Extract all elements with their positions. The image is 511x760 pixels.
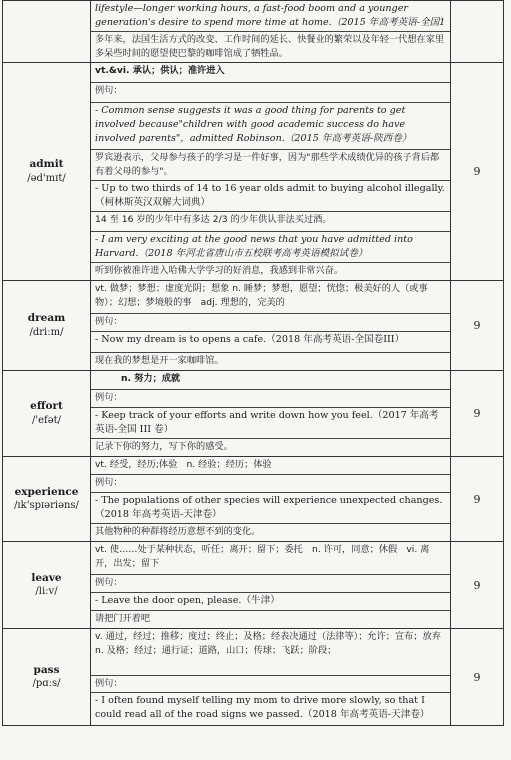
example-label: 例句：	[91, 83, 450, 103]
headword: admit	[29, 158, 64, 171]
example-sentence: - Up to two thirds of 14 to 16 year olds admit to buying alcohol illegally.（柯林斯英汉双解大词典）	[91, 181, 450, 212]
example-label: 例句：	[91, 475, 450, 493]
phonetic: /'efət/	[31, 414, 62, 426]
headword: effort	[30, 400, 63, 413]
phonetic: /driːm/	[29, 326, 64, 338]
example-translation: 请把门开着吧	[95, 613, 151, 624]
example-label: 例句：	[91, 314, 450, 332]
example-sentence: - Leave the door open, please.（牛津）	[91, 593, 450, 611]
example-sentence: - Common sense suggests it was a good thing for parents to get involved because"children with good academic success do have involved parents"，admitted Robinson.（2015 年高考英语-陕西卷）	[91, 103, 450, 150]
table-row	[3, 371, 504, 457]
table-row	[3, 457, 504, 542]
example-sentence: - The populations of other species will experience unexpected changes.（2018 年高考英语-天津卷）	[91, 493, 450, 524]
word-cell	[3, 542, 91, 629]
example-translation: 罗宾逊表示，父母参与孩子的学习是一件好事，因为"那些学术成绩优异的孩子背后都有着父母的参与"。	[91, 150, 450, 181]
headword: experience	[14, 485, 79, 498]
empty-word-cell	[3, 1, 91, 63]
headword: dream	[27, 312, 66, 325]
example-translation: 其他物种的种群将经历意想不到的变化。	[95, 526, 261, 537]
example-translation: 14 至 16 岁的少年中有多达 2/3 的少年供认非法买过酒。	[91, 212, 450, 232]
example-sentence: - I often found myself telling my mom to drive more slowly, so that I could read all of the road signs we passed.（2018 年高考英语-天津卷）	[95, 695, 430, 720]
example-sentence: lifestyle—longer working hours, a fast-food boom and a younger generation's desire to spend more time at home.（2015 年高考英语-全国1	[91, 1, 450, 32]
table-row	[3, 281, 504, 371]
count: 9	[451, 457, 504, 542]
example-translation: 现在我的梦想是开一家咖啡馆。	[95, 355, 224, 366]
count: 9	[451, 281, 504, 371]
phonetic: /pɑːs/	[32, 678, 61, 690]
table-row	[3, 1, 504, 63]
count: 9	[451, 63, 504, 281]
definition: vt.&vi. 承认；供认；准许进入	[91, 63, 450, 83]
example-label: 例句：	[91, 390, 450, 408]
definition: vt. 经受，经历;体验 n. 经验；经历；体验	[91, 457, 450, 475]
example-label: 例句：	[91, 575, 450, 593]
word-cell	[3, 63, 91, 281]
example-sentence: - I am very exciting at the good news that you have admitted into Harvard.（2018 年河北省唐山市五校联考高考英语模拟试卷）	[91, 232, 450, 263]
word-cell	[3, 281, 91, 371]
phonetic: /əd'mɪt/	[27, 172, 66, 184]
definition: vt. 做梦；梦想；虚度光阴；想象 n. 睡梦；梦想，愿望；恍惚；极美好的人（或事物）；幻想；梦境般的事 adj. 理想的，完美的	[91, 281, 450, 314]
example-sentence: - Keep track of your efforts and write down how you feel.（2017 年高考英语-全国 III 卷）	[91, 408, 450, 439]
phonetic: /ɪk'spɪəriəns/	[14, 500, 79, 512]
table-row	[3, 63, 504, 281]
phonetic: /liːv/	[35, 586, 58, 598]
definition: v. 通过，经过；推移；度过；终止；及格；经表决通过（法律等）；允许；宣布；放弃 n. 及格；经过；通行证；道路，山口；传球；飞跃；阶段；	[91, 629, 450, 676]
vocabulary-table	[2, 0, 504, 726]
headword: pass	[33, 663, 60, 676]
count: 9	[451, 542, 504, 629]
example-label: 例句：	[91, 676, 450, 693]
table-row	[3, 542, 504, 629]
table-row	[3, 629, 504, 726]
example-sentence: - Now my dream is to opens a cafe.（2018 年高考英语-全国卷III）	[91, 332, 450, 353]
headword: leave	[31, 571, 62, 584]
example-translation: 听到你被准许进入哈佛大学学习的好消息，我感到非常兴奋。	[95, 265, 344, 276]
count: 9	[451, 371, 504, 457]
definition: vt. 使……处于某种状态，听任；离开；留下；委托 n. 许可，同意；休假 vi. 离开，出发；留下	[91, 542, 450, 575]
word-cell	[3, 629, 91, 726]
word-cell	[3, 457, 91, 542]
count: 9	[451, 629, 504, 726]
example-translation: 记录下你的努力，写下你的感受。	[95, 441, 233, 452]
definition: n. 努力；成就	[91, 371, 450, 390]
word-cell	[3, 371, 91, 457]
example-translation: 多年来，法国生活方式的改变、工作时间的延长、快餐业的繁荣以及年轻一代想在家里多呆些时间的愿望使巴黎的咖啡馆成了牺牲品。	[95, 34, 445, 59]
